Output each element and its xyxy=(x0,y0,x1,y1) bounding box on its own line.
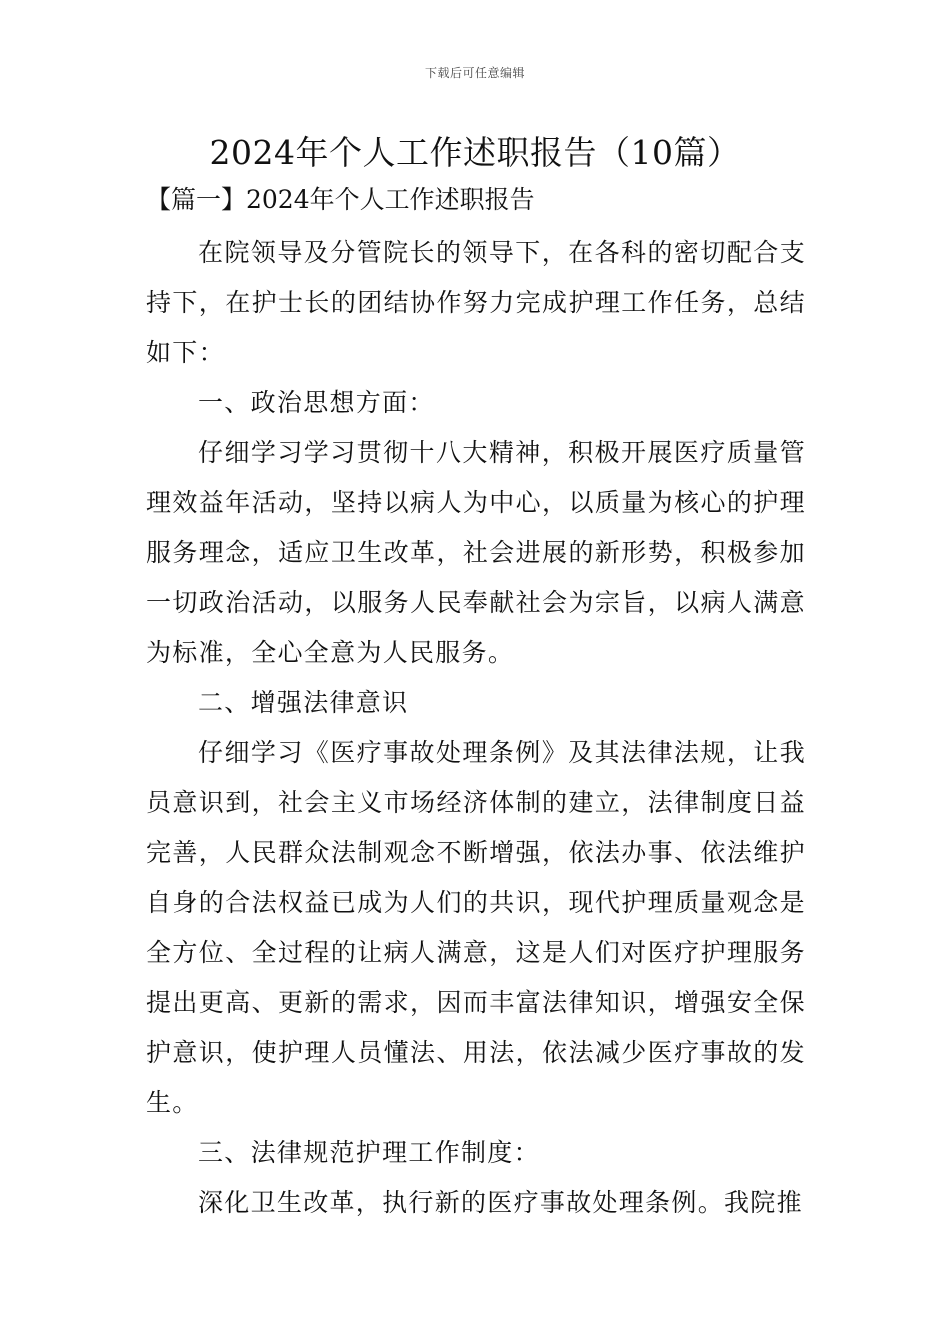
download-note: 下载后可任意编辑 xyxy=(424,66,525,80)
section-heading: 【篇一】2024年个人工作述职报告 xyxy=(146,185,535,214)
heading-legal-awareness: 二、增强法律意识 xyxy=(198,688,409,717)
document-title: 2024年个人工作述职报告（10篇） xyxy=(209,133,741,172)
paragraph-intro: 在院领导及分管院长的领导下，在各科的密切配合支持下，在护士长的团结协作努力完成护理工作任务，总结如下： xyxy=(146,238,806,367)
paragraph-political-thought: 仔细学习学习贯彻十八大精神，积极开展医疗质量管理效益年活动，坚持以病人为中心，以质量为核心的护理服务理念，适应卫生改革，社会进展的新形势，积极参加一切政治活动，以服务人民奉献社会为宗旨，以病人满意为标准，全心全意为人民服务。 xyxy=(146,438,806,667)
document-body xyxy=(146,182,806,1228)
heading-political-thought: 一、政治思想方面： xyxy=(198,388,435,417)
paragraph-nursing-rules: 深化卫生改革，执行新的医疗事故处理条例。我院推 xyxy=(198,1188,803,1217)
heading-nursing-rules: 三、法律规范护理工作制度： xyxy=(198,1138,540,1167)
paragraph-legal-awareness: 仔细学习《医疗事故处理条例》及其法律法规，让我员意识到，社会主义市场经济体制的建立，法律制度日益完善，人民群众法制观念不断增强，依法办事、依法维护自身的合法权益已成为人们的共识，现代护理质量观念是全方位、全过程的让病人满意，这是人们对医疗护理服务提出更高、更新的需求，因而丰富法律知识，增强安全保护意识，使护理人员懂法、用法，依法减少医疗事故的发生。 xyxy=(146,738,806,1117)
